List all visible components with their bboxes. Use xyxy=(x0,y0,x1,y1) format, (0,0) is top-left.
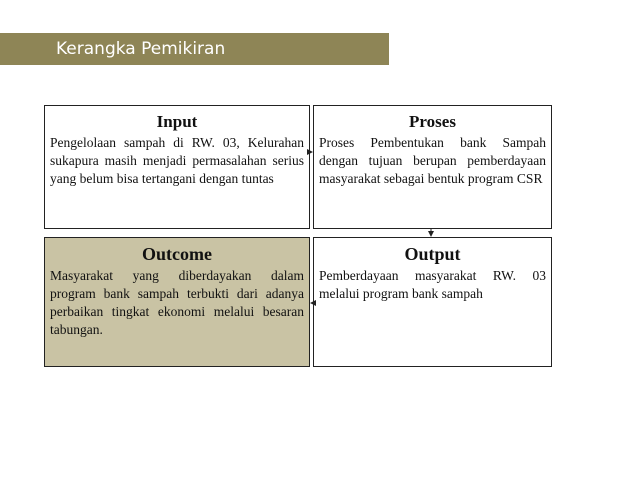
proses-box xyxy=(313,105,552,229)
proses-body: Proses Pembentukan bank Sampah dengan tujuan berupan pemberdayaan masyarakat sebagai bentuk program CSR xyxy=(319,135,546,186)
outcome-box xyxy=(44,237,310,367)
outcome-body: Masyarakat yang diberdayakan dalam program bank sampah terbukti dari adanya perbaikan tingkat ekonomi melalui besaran tabungan. xyxy=(50,268,304,337)
output-title: Output xyxy=(404,244,461,264)
output-box xyxy=(313,237,552,367)
input-box xyxy=(44,105,310,229)
proses-title: Proses xyxy=(409,112,456,131)
page-title: Kerangka Pemikiran xyxy=(0,33,389,65)
output-body: Pemberdayaan masyarakat RW. 03 melalui program bank sampah xyxy=(319,268,546,301)
outcome-title: Outcome xyxy=(142,244,212,264)
input-body: Pengelolaan sampah di RW. 03, Kelurahan sukapura masih menjadi permasalahan serius yang belum bisa tertangani dengan tuntas xyxy=(50,135,304,186)
input-title: Input xyxy=(156,112,198,131)
